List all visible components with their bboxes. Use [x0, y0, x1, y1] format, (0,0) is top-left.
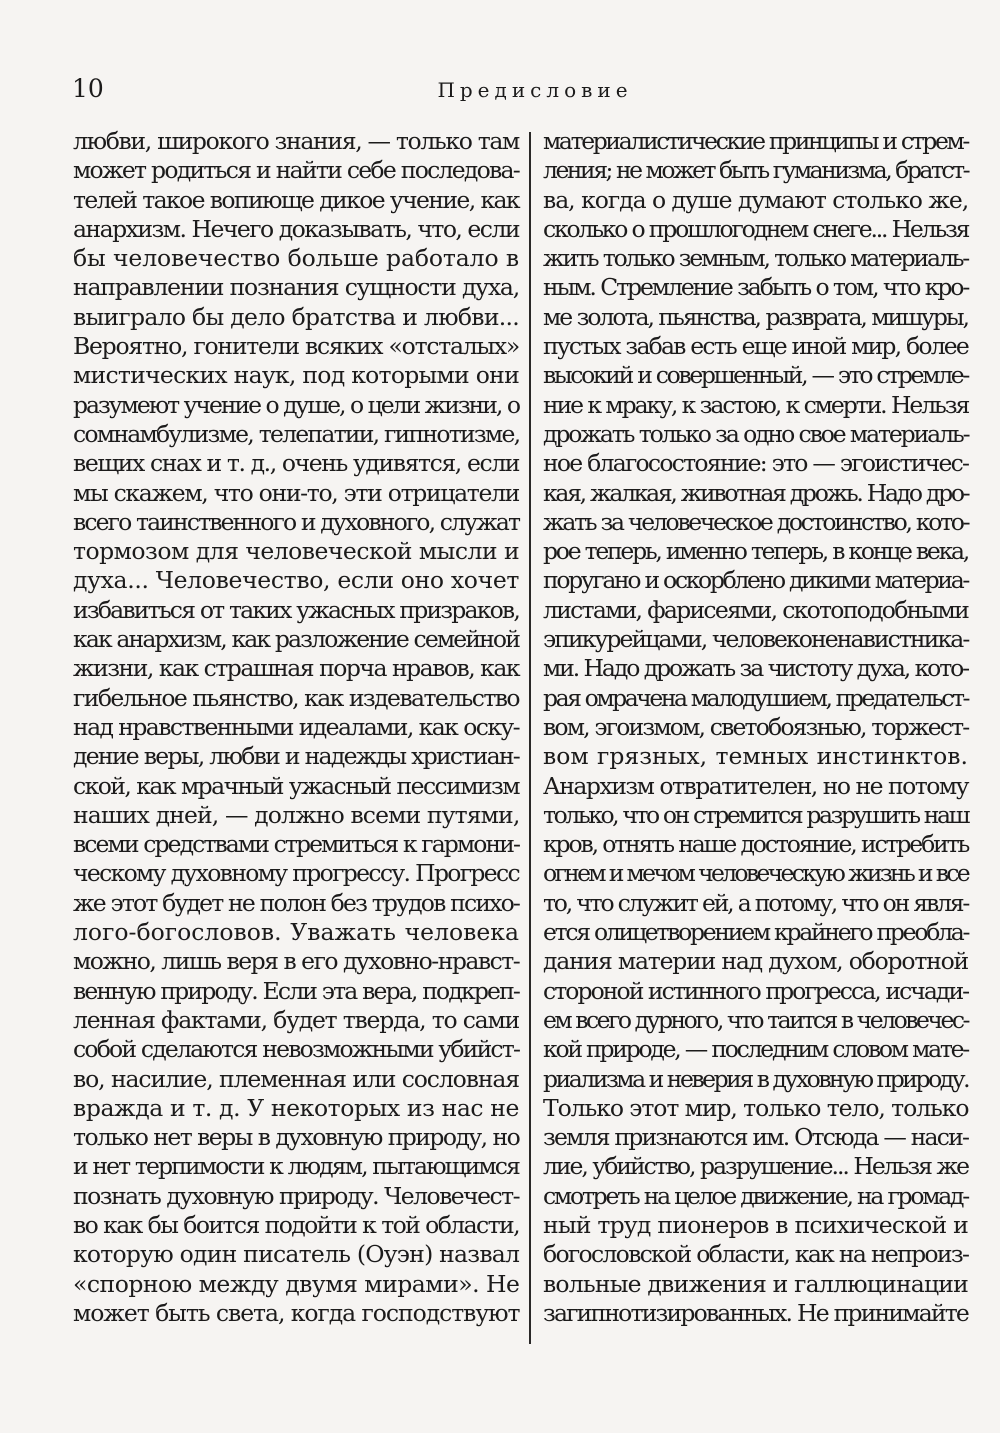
- text-line: разумеют учение о душе, о цели жизни, о: [73, 390, 519, 419]
- text-line: сколько о прошлогоднем снеге... Нельзя: [543, 214, 969, 243]
- text-line: выиграло бы дело братства и любви...: [73, 302, 519, 331]
- text-line: всего таинственного и духовного, служат: [73, 507, 520, 536]
- text-line: богословской области, как на непроиз-: [543, 1240, 969, 1269]
- text-line: кой природе, — последним словом мате-: [543, 1035, 968, 1064]
- text-line: кров, отнять наше достояние, истребить: [543, 830, 969, 859]
- text-line: собой сделаются невозможными убийст-: [73, 1035, 520, 1064]
- text-line: риализма и неверия в духовную природу.: [543, 1064, 969, 1093]
- text-line: бы человечество больше работало в: [73, 244, 519, 273]
- text-line: жизни, как страшная порча нравов, как: [73, 654, 519, 683]
- text-line: рая омрачена малодушием, предательст-: [543, 683, 968, 712]
- text-line: листами, фарисеями, скотоподобными: [543, 595, 968, 624]
- text-line: материалистические принципы и стрем-: [543, 127, 968, 155]
- text-line: можно, лишь веря в его духовно-нравст-: [73, 947, 520, 976]
- text-line: любви, широкого знания, — только там: [73, 127, 519, 155]
- text-line: только нет веры в духовную природу, но: [73, 1123, 520, 1152]
- text-line: Вероятно, гонители всяких «отсталых»: [73, 332, 519, 361]
- text-line: мистических наук, под которыми они: [73, 361, 519, 390]
- text-line: же этот будет не полон без трудов психо-: [73, 888, 520, 917]
- text-line: жать за человеческое достоинство, кото-: [543, 507, 969, 536]
- text-line: направлении познания сущности духа,: [73, 273, 519, 302]
- text-line: ми. Надо дрожать за чистоту духа, кото-: [543, 654, 968, 683]
- text-line: ный труд пионеров в психической и: [543, 1210, 968, 1239]
- text-line: дрожать только за одно свое материаль-: [543, 419, 969, 448]
- text-line: которую один писатель (Оуэн) назвал: [73, 1240, 520, 1269]
- text-line: анархизм. Нечего доказывать, что, если: [73, 214, 519, 243]
- text-line: стороной истинного прогресса, исчади-: [543, 976, 969, 1005]
- text-line: может родиться и найти себе последова-: [73, 156, 519, 185]
- text-line: кая, жалкая, животная дрожь. Надо дро-: [543, 478, 969, 507]
- text-line: дания материи над духом, оборотной: [543, 947, 968, 976]
- text-line: вещих снах и т. д., очень удивятся, если: [73, 449, 520, 478]
- text-line: ме золота, пьянства, разврата, мишуры,: [543, 302, 968, 331]
- text-line: над нравственными идеалами, как оску-: [73, 712, 519, 741]
- text-line: жить только земным, только материаль-: [543, 244, 969, 273]
- text-line: венную природу. Если эта вера, подкреп-: [73, 976, 519, 1005]
- text-line: эпикурейцами, человеконенавистника-: [543, 625, 969, 654]
- text-line: избавиться от таких ужасных призраков,: [73, 595, 519, 624]
- text-line: всеми средствами стремиться к гармони-: [73, 830, 519, 859]
- text-line: смотреть на целое движение, на громад-: [543, 1181, 968, 1210]
- text-line: только, что он стремится разрушить наш: [543, 800, 968, 829]
- text-line: рое теперь, именно теперь, в конце века,: [543, 537, 968, 566]
- text-line: как анархизм, как разложение семейной: [73, 625, 519, 654]
- text-line: вом грязных, темных инстинктов.: [543, 742, 968, 771]
- text-line: может быть света, когда господствуют: [73, 1298, 520, 1327]
- text-line: дение веры, любви и надежды христиан-: [73, 742, 519, 771]
- text-line: вом, эгоизмом, светобоязнью, торжест-: [543, 712, 969, 741]
- text-line: ленная фактами, будет тверда, то сами: [73, 1005, 519, 1034]
- text-line: гибельное пьянство, как издевательство: [73, 683, 519, 712]
- text-line: ние к мраку, к застою, к смерти. Нельзя: [543, 390, 969, 419]
- text-line: земля признаются им. Отсюда — наси-: [543, 1123, 969, 1152]
- text-line: Только этот мир, только тело, только: [543, 1093, 969, 1122]
- column-rule: [529, 132, 531, 1344]
- text-line: мы скажем, что они-то, эти отрицатели: [73, 478, 519, 507]
- text-line: ской, как мрачный ужасный пессимизм: [73, 771, 519, 800]
- text-line: во, насилие, племенная или сословная: [73, 1064, 519, 1093]
- page-number: 10: [72, 74, 104, 103]
- text-line: ным. Стремление забыть о том, что кро-: [543, 273, 969, 302]
- text-line: телей такое вопиюще дикое учение, как: [73, 185, 519, 214]
- left-column: [73, 127, 519, 1328]
- text-line: ва, когда о душе думают столько же,: [543, 185, 969, 214]
- text-line: «спорною между двумя мирами». Не: [73, 1269, 520, 1298]
- text-line: лие, убийство, разрушение... Нельзя же: [543, 1152, 968, 1181]
- text-line: то, что служит ей, а потому, что он явля-: [543, 888, 969, 917]
- text-line: ем всего дурного, что таится в человечес-: [543, 1005, 968, 1034]
- text-line: сомнамбулизме, телепатии, гипнотизме,: [73, 419, 520, 448]
- running-head: Предисловие: [437, 78, 633, 102]
- text-line: пустых забав есть еще иной мир, более: [543, 332, 968, 361]
- text-line: загипнотизированных. Не принимайте: [543, 1298, 968, 1327]
- text-line: ное благосостояние: это — эгоистичес-: [543, 449, 969, 478]
- text-line: лого-богословов. Уважать человека: [73, 918, 519, 947]
- text-line: ется олицетворением крайнего преобла-: [543, 918, 969, 947]
- text-line: огнем и мечом человеческую жизнь и все: [543, 859, 968, 888]
- text-line: тормозом для человеческой мысли и: [73, 537, 520, 566]
- text-line: ления; не может быть гуманизма, братст-: [543, 156, 969, 185]
- text-line: наших дней, — должно всеми путями,: [73, 800, 520, 829]
- text-line: вольные движения и галлюцинации: [543, 1269, 969, 1298]
- text-line: высокий и совершенный, — это стремле-: [543, 361, 968, 390]
- text-line: поругано и оскорблено дикими материа-: [543, 566, 968, 595]
- text-line: познать духовную природу. Человечест-: [73, 1181, 519, 1210]
- text-line: и нет терпимости к людям, пытающимся: [73, 1152, 519, 1181]
- text-line: духа... Человечество, если оно хочет: [73, 566, 520, 595]
- text-line: Анархизм отвратителен, но не потому: [543, 771, 968, 800]
- text-line: ческому духовному прогрессу. Прогресс: [73, 859, 519, 888]
- right-column: [543, 127, 968, 1328]
- text-line: во как бы боится подойти к той области,: [73, 1210, 519, 1239]
- text-line: вражда и т. д. У некоторых из нас не: [73, 1093, 519, 1122]
